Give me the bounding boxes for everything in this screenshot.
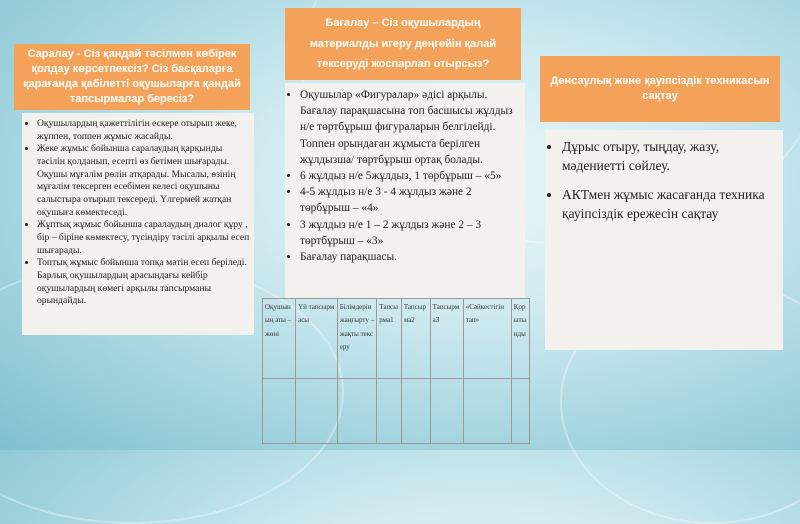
list-item: • Оқушылардың қажеттілігін ескере отырып жеке, жұппен, топпен жұмыс жасайды. [37, 118, 250, 143]
table-header-cell: Тапсырма1 [377, 299, 402, 379]
list-item: • 6 жұлдыз н/е 5жұлдыз, 1 төрбұрыш – «5» [300, 168, 521, 184]
list-item: • 3 жұлдыз н/е 1 – 2 жұлдыз және 2 – 3 төртбұрыш – «3» [300, 217, 521, 249]
table-cell [401, 379, 430, 444]
assessment-header: Бағалау – Сіз оқушылардың материалды игеру деңгейін қалай тексеруді жоспарлап отырсыз? [285, 8, 521, 80]
differentiation-list [26, 118, 250, 308]
safety-list [551, 138, 777, 224]
table-header-cell: Оқушының аты – жөні [263, 299, 296, 379]
table-cell [430, 379, 463, 444]
table-header-row [263, 299, 530, 379]
safety-content [545, 130, 783, 350]
safety-header: Денсаулық және қауіпсіздік техникасын сақтау [540, 56, 780, 122]
table-header-cell: Білімдерін жаңғырту – жақты тексеру [337, 299, 377, 379]
assessment-list [289, 87, 521, 265]
assessment-table [262, 298, 530, 444]
table-cell [463, 379, 511, 444]
differentiation-header: Саралау - Сіз қандай тәсілмен көбірек қолдау көрсетпексіз? Сіз басқаларға қарағанда қабілетті оқушыларға қандай тапсырмалар бересіз? [14, 44, 250, 110]
table-cell [377, 379, 402, 444]
list-item: • Дұрыс отыру, тыңдау, жазу, мәдениетті сөйлеу. [562, 138, 777, 176]
table-cell [263, 379, 296, 444]
table-header-cell: Қорытынды [511, 299, 529, 379]
table-header-cell: «Сәйкестігін тап» [463, 299, 511, 379]
list-item: • Топтық жұмыс бойынша топқа мәтін есеп беріледі. Барлық оқушылардың арасындағы кейбір оқушылардың көмегі арқылы тапсырманы орындайды. [37, 257, 250, 308]
table-cell [337, 379, 377, 444]
list-item: • 4-5 жұлдыз н/е 3 - 4 жұлдыз және 2 төрбұрыш – «4» [300, 184, 521, 216]
assessment-content [285, 83, 525, 298]
differentiation-content [22, 113, 254, 335]
table-header-cell: Тапсырма2 [401, 299, 430, 379]
table-header-cell: Үй тапсырмасы [296, 299, 338, 379]
table-cell [511, 379, 529, 444]
table-cell [296, 379, 338, 444]
list-item: • Жұптық жұмыс бойынша саралаудың диалог құру , бір – біріне көмектесу, түсіндіру тәсілі арқылы есеп шығарады. [37, 219, 250, 257]
list-item: • Оқушылар «Фигуралар» әдісі арқылы. Бағалау парақшасына топ басшысы жұлдыз н/е төртбұрыш фигураларын белгілейді. Топпен орындаған жұмыста берілген жұлдызша/ төртбұрыш ортақ болады. [300, 87, 521, 168]
list-item: • АКТмен жұмыс жасағанда техника қауіпсіздік ережесін сақтау [562, 186, 777, 224]
list-item: • Жеке жұмыс бойынша саралаудың қарқынды тәсілін қолданып, есепті өз бетімен шығарады. Оқушы мұғалім рөлін атқарады. Мысалы, өзінің мұғалім тексерген есебімен келесі оқушыны салыстыра отырып тексереді. Үлгермей жатқан оқушыға көмектеседі. [37, 143, 250, 219]
list-item: • Бағалау парақшасы. [300, 249, 521, 265]
table-header-cell: Тапсырма3 [430, 299, 463, 379]
table-row [263, 379, 530, 444]
